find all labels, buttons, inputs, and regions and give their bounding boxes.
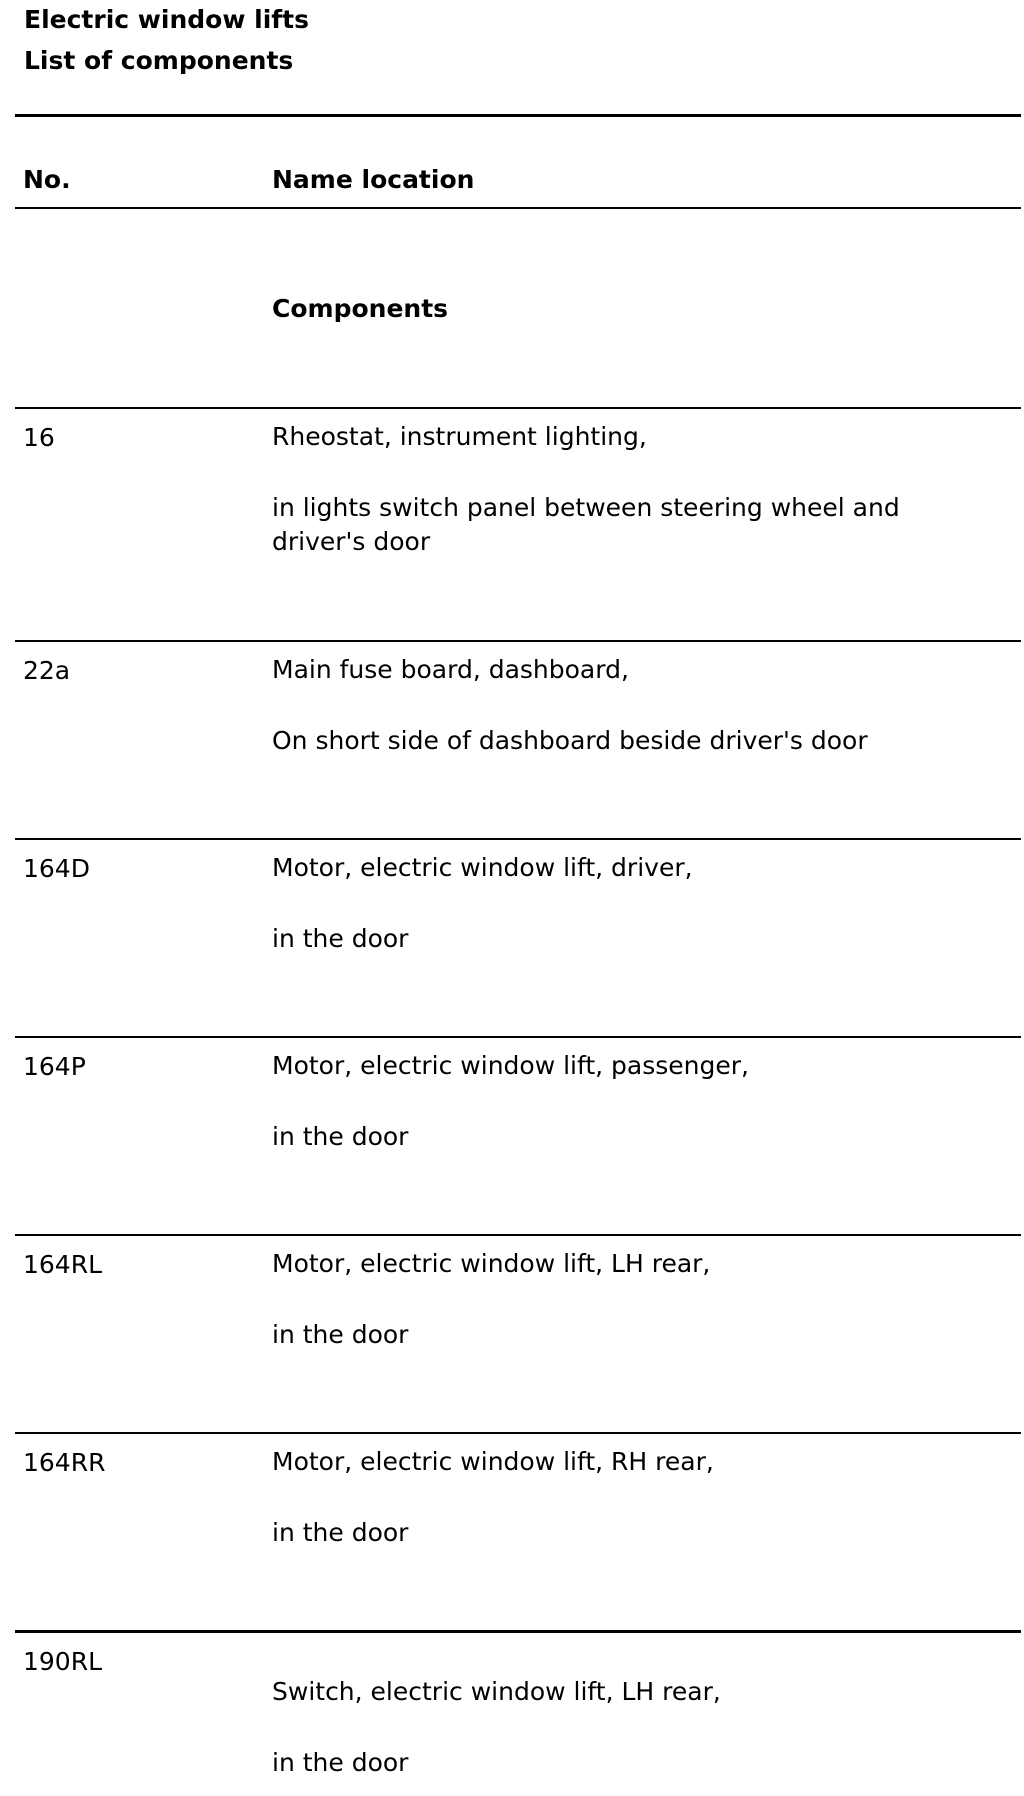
component-number: 16 (23, 423, 55, 452)
component-location: in the door (272, 924, 409, 953)
row-divider (15, 838, 1021, 840)
column-header-no: No. (23, 165, 71, 194)
component-location: in the door (272, 1320, 409, 1349)
component-name: Switch, electric window lift, LH rear, (272, 1677, 721, 1706)
row-divider (15, 1630, 1021, 1633)
component-name: Main fuse board, dashboard, (272, 655, 629, 684)
component-location: in the door (272, 1122, 409, 1151)
row-divider (15, 1036, 1021, 1038)
component-name: Motor, electric window lift, LH rear, (272, 1249, 711, 1278)
component-location: in the door (272, 1518, 409, 1547)
section-label: Components (272, 294, 449, 323)
component-number: 190RL (23, 1647, 103, 1676)
row-divider (15, 640, 1021, 642)
component-number: 164RL (23, 1250, 103, 1279)
component-number: 22a (23, 656, 71, 685)
component-name: Motor, electric window lift, driver, (272, 853, 693, 882)
component-name: Motor, electric window lift, RH rear, (272, 1447, 714, 1476)
component-number: 164P (23, 1052, 86, 1081)
table-header-rule (15, 207, 1021, 209)
component-name: Motor, electric window lift, passenger, (272, 1051, 749, 1080)
row-divider (15, 1432, 1021, 1434)
header-rule (15, 114, 1021, 117)
row-divider (15, 407, 1021, 409)
row-divider (15, 1234, 1021, 1236)
component-location: On short side of dashboard beside driver's door (272, 726, 868, 755)
component-location: in the door (272, 1748, 409, 1777)
column-header-name-location: Name location (272, 165, 475, 194)
document-title: Electric window lifts (24, 5, 309, 34)
component-number: 164RR (23, 1448, 106, 1477)
document-subtitle: List of components (24, 46, 294, 75)
component-name: Rheostat, instrument lighting, (272, 422, 647, 451)
component-location: in lights switch panel between steering wheel and driver's door (272, 493, 900, 556)
component-number: 164D (23, 854, 90, 883)
